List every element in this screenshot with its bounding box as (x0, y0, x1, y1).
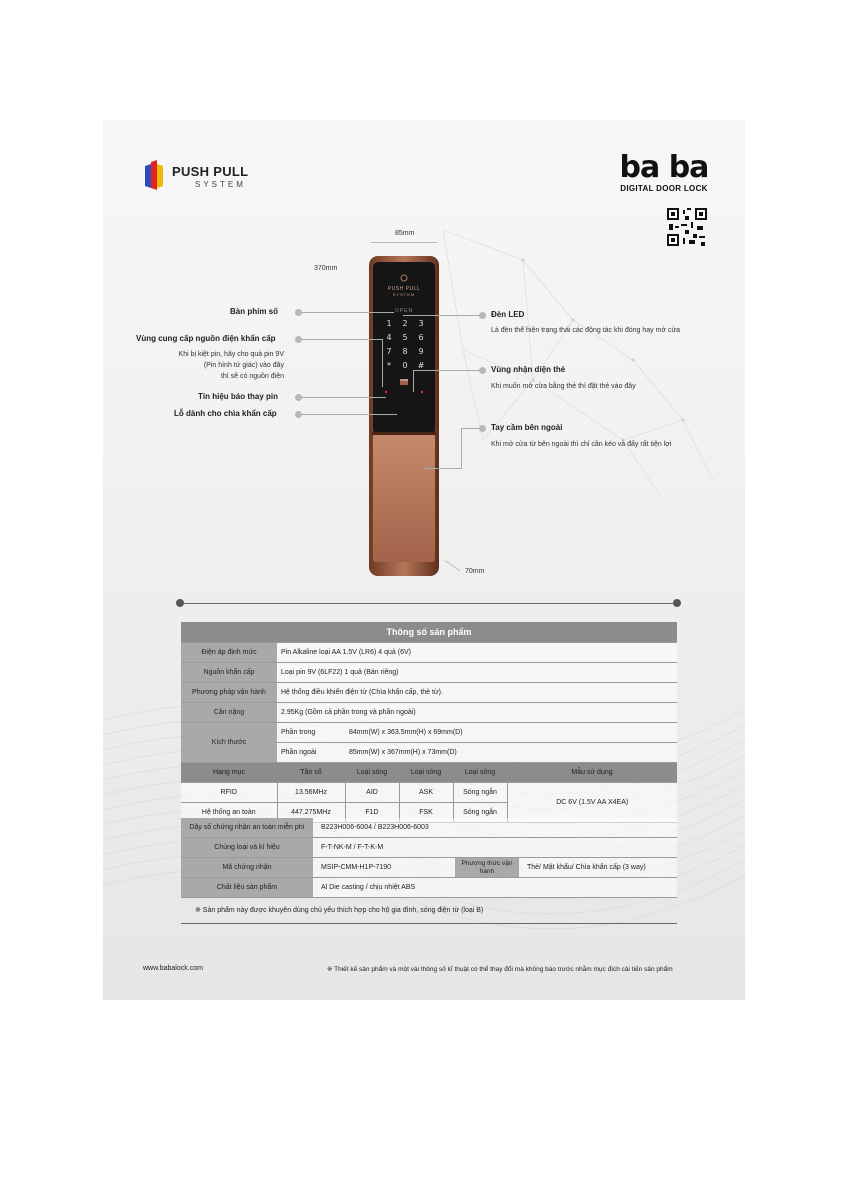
callout-key-hole-dot (295, 411, 302, 418)
spec-row-emergency-source (181, 663, 677, 683)
callout-emergency-power-line-v (382, 339, 383, 387)
spec-sublabel: Phần trong (277, 723, 345, 743)
section-divider-dot-right (673, 599, 681, 607)
callout-battery-signal-dot (295, 394, 302, 401)
grid-cell: RFID (181, 783, 277, 803)
callout-led-line (403, 315, 479, 316)
brochure-sheet (103, 120, 745, 1000)
key-7[interactable]: 7 (386, 347, 392, 356)
emergency-power-desc-line3: thì sẽ có nguồn điện (220, 373, 284, 380)
spec-label: Nguồn khẩn cấp (181, 663, 277, 683)
spec-row-weight (181, 703, 677, 723)
section-divider-dot-left (176, 599, 184, 607)
spec-row-model-type (181, 838, 677, 858)
spec-label: Phương pháp vận hành (181, 683, 277, 703)
callout-led-dot (479, 312, 486, 319)
callout-battery-signal-line (302, 397, 386, 398)
callout-led: Đèn LED (491, 310, 525, 319)
key-6[interactable]: 6 (418, 333, 424, 342)
spec-value: Hệ thống điều khiển điện tử (Chìa khẩn cấp, thẻ từ). (277, 683, 677, 703)
grid-cell: FSK (399, 803, 453, 823)
emergency-power-desc-line2: (Pin hình tứ giác) vào đây (203, 362, 284, 369)
footer-url[interactable]: www.babalock.com (143, 965, 203, 972)
spec-label: Chủng loại và kí hiệu (181, 838, 313, 858)
callout-card-dot (479, 367, 486, 374)
spec-value: 84mm(W) x 363.5mm(H) x 69mm(D) (345, 723, 677, 743)
spec-row-cert-code (181, 858, 677, 878)
spec-row-material (181, 878, 677, 898)
grid-usage: DC 6V (1.5V AA X4EA) (507, 783, 677, 823)
spec-label: Cân nặng (181, 703, 277, 723)
lock-open-label: OPEN (394, 308, 414, 314)
callout-card-area: Vùng nhận diện thẻ (491, 365, 566, 374)
spec-value: 2.95Kg (Gồm cả phần trong và phần ngoài) (277, 703, 677, 723)
callout-card-line (413, 370, 479, 371)
dim-width-line (371, 242, 437, 243)
emergency-power-desc-line1: Khi bị kiệt pin, hãy cho quả pin 9V (178, 351, 284, 358)
push-pull-logo-mark (143, 158, 165, 192)
brand-sub: SYSTEM (195, 180, 246, 189)
spec-row-cert-series (181, 818, 677, 838)
spec-title: Thông số sản phẩm (181, 622, 677, 643)
lock-keypad (381, 319, 429, 370)
key-2[interactable]: 2 (402, 319, 408, 328)
key-5[interactable]: 5 (402, 333, 408, 342)
baba-tagline: DIGITAL DOOR LOCK (620, 184, 708, 193)
callout-handle-desc: Khi mở cửa từ bên ngoài thì chỉ cần kéo và đẩy rất tiện lợi (491, 441, 672, 448)
spec-sublabel: Phần ngoài (277, 743, 345, 763)
spec-row-voltage (181, 643, 677, 663)
grid-header: Loại sóng (453, 763, 507, 783)
callout-emergency-power: Vùng cung cấp nguồn điện khẩn cấp (136, 334, 276, 343)
grid-header: Loại sóng (345, 763, 399, 783)
grid-cell: F1D (345, 803, 399, 823)
door-lock-body (369, 256, 439, 576)
spec-value: Thẻ/ Mật khẩu/ Chìa khẩn cấp (3 way) (519, 858, 677, 878)
key-8[interactable]: 8 (402, 347, 408, 356)
spec-label: Kích thước (181, 723, 277, 763)
grid-cell: 447.275MHz (277, 803, 345, 823)
spec-value: Loại pin 9V (6LF22) 1 quả (Bán riêng) (277, 663, 677, 683)
callout-emergency-power-desc (163, 349, 284, 382)
grid-cell: Sóng ngắn (453, 803, 507, 823)
callout-keypad: Bàn phím số (230, 307, 279, 316)
callout-key-hole: Lỗ dành cho chìa khẩn cấp (174, 409, 277, 418)
dim-height: 370mm (314, 265, 338, 272)
spec-row-size-inner (181, 723, 677, 743)
grid-cell: ASK (399, 783, 453, 803)
spec-value: B223H006-6004 / B223H006-6003 (313, 818, 677, 838)
callout-card-line-v (413, 370, 414, 392)
dim-depth: 70mm (465, 568, 485, 575)
key-1[interactable]: 1 (386, 319, 392, 328)
callout-emergency-power-dot (295, 336, 302, 343)
spec-label: Dãy số chứng nhận an toàn miễn phí (181, 818, 313, 838)
spec-table-cert (181, 818, 677, 898)
spec-label: Phương thức vận hành (455, 858, 519, 878)
grid-cell: Sóng ngắn (453, 783, 507, 803)
qr-code (667, 208, 707, 246)
spec-value: F-T-NK-M / F-T-K-M (313, 838, 677, 858)
grid-header: Loại sóng (399, 763, 453, 783)
dim-width: 85mm (395, 230, 415, 237)
spec-grid-row-rfid (181, 783, 677, 803)
push-pull-logo (143, 158, 283, 198)
spec-bottom-rule (181, 923, 677, 924)
lock-brand: PUSH PULL (387, 286, 421, 292)
spec-value: Pin Alkaline loại AA 1.5V (LR6) 4 quả (6V) (277, 643, 677, 663)
spec-grid-header (181, 763, 677, 783)
grid-header: Tần số (277, 763, 345, 783)
spec-value: MSIP-CMM-H1P-7190 (313, 858, 455, 878)
grid-cell: 13.56MHz (277, 783, 345, 803)
lock-card-label: CARD (399, 378, 409, 382)
key-hash[interactable]: # (417, 361, 425, 370)
callout-battery-signal: Tín hiệu báo thay pin (198, 392, 278, 401)
callout-keypad-dot (295, 309, 302, 316)
section-divider (180, 603, 677, 604)
callout-key-hole-line (302, 414, 397, 415)
callout-handle: Tay cầm bên ngoài (491, 423, 563, 432)
callout-handle-line (461, 428, 479, 429)
grid-header: Mẫu sử dụng (507, 763, 677, 783)
callout-handle-line-h2 (423, 468, 462, 469)
baba-logo (619, 152, 709, 193)
key-4[interactable]: 4 (386, 333, 392, 342)
key-star[interactable]: * (387, 361, 391, 370)
key-0[interactable]: 0 (402, 361, 408, 370)
door-lock-illustration (369, 256, 439, 576)
spec-note: ※ Sản phẩm này được khuyên dùng chủ yếu thích hợp cho hộ gia đình, sóng điện từ (loại B) (195, 907, 484, 914)
callout-keypad-line (302, 312, 394, 313)
callout-emergency-power-line (302, 339, 382, 340)
spec-value: 85mm(W) x 367mm(H) x 73mm(D) (345, 743, 677, 763)
callout-handle-line-v (461, 428, 462, 468)
footer-disclaimer: ※ Thiết kế sản phẩm và một vài thông số kĩ thuật có thể thay đổi mà không báo trước nhằm mục đích cải tiến sản phẩm (327, 966, 673, 973)
key-9[interactable]: 9 (418, 347, 424, 356)
callout-handle-dot (479, 425, 486, 432)
spec-table (181, 622, 677, 823)
spec-value: Al Die casting / chịu nhiệt ABS (313, 878, 677, 898)
spec-label: Điện áp định mức (181, 643, 277, 663)
spec-label: Chất liệu sản phẩm (181, 878, 313, 898)
key-3[interactable]: 3 (418, 319, 424, 328)
grid-cell: Hệ thống an toàn (181, 803, 277, 823)
callout-card-area-desc: Khi muốn mở cửa bằng thẻ thì đặt thẻ vào đây (491, 383, 636, 390)
lock-brand-sub: SYSTEM (392, 292, 416, 297)
spec-label: Mã chứng nhận (181, 858, 313, 878)
grid-cell: AID (345, 783, 399, 803)
brand-name: PUSH PULL (172, 164, 249, 179)
spec-row-operation (181, 683, 677, 703)
baba-wordmark: ba ba (619, 150, 709, 185)
grid-header: Hạng mục (181, 763, 277, 783)
callout-led-desc: Là đèn thể hiện trạng thái các động tác khi đóng hay mở cửa (491, 327, 681, 334)
